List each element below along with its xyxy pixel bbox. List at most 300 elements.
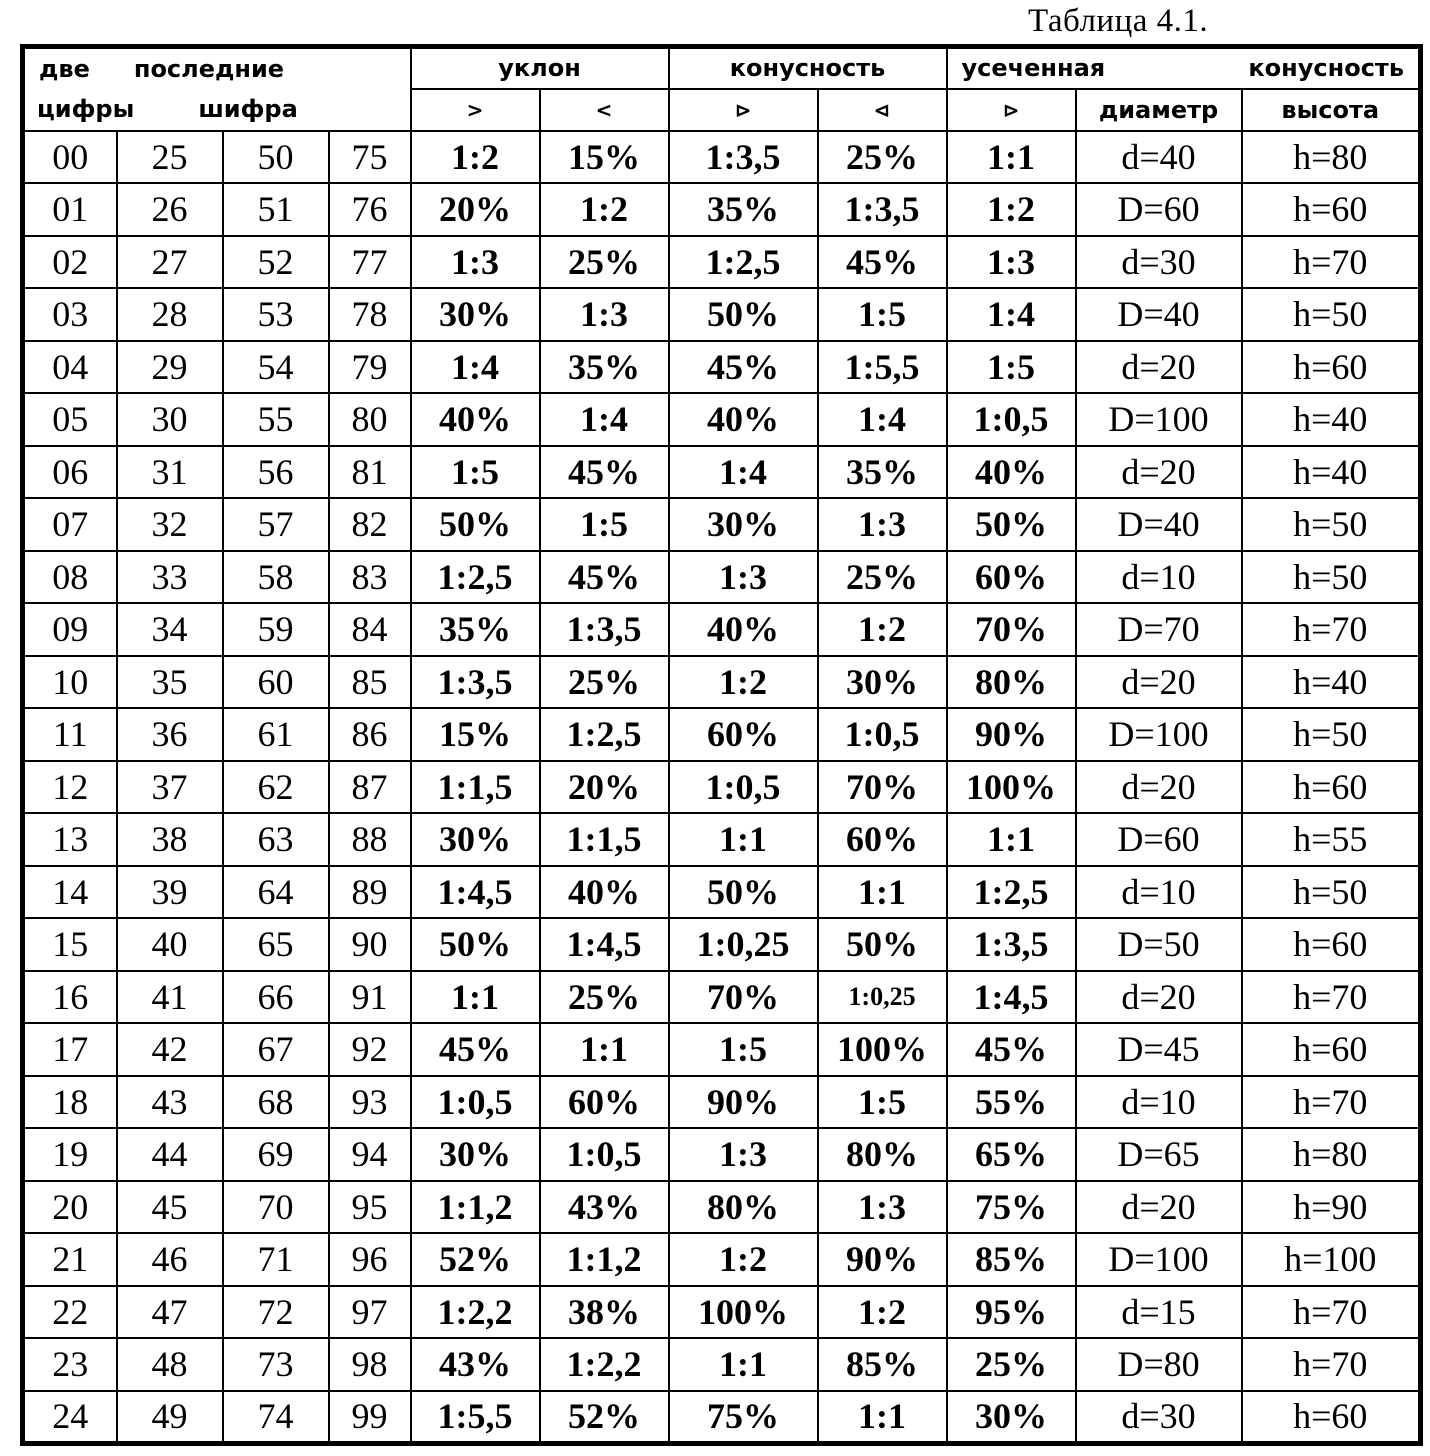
code-cell: 26 bbox=[117, 183, 223, 236]
truncated-cell: 90% bbox=[947, 708, 1076, 761]
code-word-2: последние bbox=[133, 54, 285, 83]
code-cell: 00 bbox=[23, 131, 117, 184]
height-cell: h=40 bbox=[1242, 393, 1421, 446]
slope-lt-cell: 1:4 bbox=[540, 393, 669, 446]
truncated-cell: 1:0,5 bbox=[947, 393, 1076, 446]
slope-gt-cell: 1:5,5 bbox=[411, 1391, 540, 1444]
slope-gt-cell: 40% bbox=[411, 393, 540, 446]
height-cell: h=60 bbox=[1242, 341, 1421, 394]
taper-left-cell: 90% bbox=[818, 1233, 947, 1286]
taper-right-cell: 100% bbox=[669, 1286, 818, 1339]
taper-right-cell: 90% bbox=[669, 1076, 818, 1129]
code-cell: 34 bbox=[117, 603, 223, 656]
diameter-cell: d=10 bbox=[1076, 866, 1242, 919]
truncated-cell: 30% bbox=[947, 1391, 1076, 1444]
taper-right-cell: 40% bbox=[669, 393, 818, 446]
code-subheader bbox=[23, 89, 411, 131]
truncated-cell: 50% bbox=[947, 498, 1076, 551]
code-cell: 33 bbox=[117, 551, 223, 604]
taper-left-cell: 1:5 bbox=[818, 288, 947, 341]
code-cell: 42 bbox=[117, 1023, 223, 1076]
table-row bbox=[23, 1181, 1421, 1234]
code-cell: 39 bbox=[117, 866, 223, 919]
code-cell: 89 bbox=[329, 866, 411, 919]
taper-right-cell: 50% bbox=[669, 288, 818, 341]
code-cell: 13 bbox=[23, 813, 117, 866]
table-row bbox=[23, 446, 1421, 499]
code-cell: 04 bbox=[23, 341, 117, 394]
truncated-cell: 75% bbox=[947, 1181, 1076, 1234]
variant-table bbox=[20, 44, 1423, 1446]
code-cell: 81 bbox=[329, 446, 411, 499]
diameter-cell: d=20 bbox=[1076, 971, 1242, 1024]
slope-lt-cell: 25% bbox=[540, 236, 669, 289]
slope-lt-cell: 52% bbox=[540, 1391, 669, 1444]
slope-gt-cell: 1:4 bbox=[411, 341, 540, 394]
slope-lt-symbol: < bbox=[540, 89, 669, 131]
truncated-cell: 25% bbox=[947, 1338, 1076, 1391]
table-row bbox=[23, 866, 1421, 919]
height-cell: h=60 bbox=[1242, 1391, 1421, 1444]
taper-left-cell: 1:1 bbox=[818, 866, 947, 919]
taper-right-cell: 60% bbox=[669, 708, 818, 761]
height-cell: h=60 bbox=[1242, 761, 1421, 814]
code-cell: 66 bbox=[223, 971, 329, 1024]
table-row bbox=[23, 761, 1421, 814]
diameter-cell: D=60 bbox=[1076, 813, 1242, 866]
height-cell: h=60 bbox=[1242, 1023, 1421, 1076]
taper-left-cell: 1:3,5 bbox=[818, 183, 947, 236]
code-cell: 84 bbox=[329, 603, 411, 656]
height-header: высота bbox=[1242, 89, 1421, 131]
height-cell: h=50 bbox=[1242, 866, 1421, 919]
diameter-cell: D=40 bbox=[1076, 498, 1242, 551]
taper-left-cell: 60% bbox=[818, 813, 947, 866]
code-cell: 67 bbox=[223, 1023, 329, 1076]
truncated-cell: 85% bbox=[947, 1233, 1076, 1286]
table-row bbox=[23, 971, 1421, 1024]
taper-right-cell: 75% bbox=[669, 1391, 818, 1444]
slope-gt-cell: 1:1 bbox=[411, 971, 540, 1024]
table-row bbox=[23, 1338, 1421, 1391]
diameter-cell: d=40 bbox=[1076, 131, 1242, 184]
taper-left-cell: 45% bbox=[818, 236, 947, 289]
slope-gt-cell: 50% bbox=[411, 918, 540, 971]
code-cell: 17 bbox=[23, 1023, 117, 1076]
taper-right-cell: 1:5 bbox=[669, 1023, 818, 1076]
diameter-cell: d=10 bbox=[1076, 1076, 1242, 1129]
diameter-cell: D=60 bbox=[1076, 183, 1242, 236]
height-cell: h=50 bbox=[1242, 288, 1421, 341]
slope-gt-cell: 1:3,5 bbox=[411, 656, 540, 709]
taper-right-cell: 40% bbox=[669, 603, 818, 656]
taper-left-cell: 70% bbox=[818, 761, 947, 814]
diameter-cell: D=50 bbox=[1076, 918, 1242, 971]
slope-gt-cell: 30% bbox=[411, 1128, 540, 1181]
truncated-cell: 45% bbox=[947, 1023, 1076, 1076]
code-cell: 65 bbox=[223, 918, 329, 971]
code-cell: 21 bbox=[23, 1233, 117, 1286]
code-cell: 99 bbox=[329, 1391, 411, 1444]
truncated-taper-header bbox=[947, 47, 1421, 89]
truncated-cell: 1:4,5 bbox=[947, 971, 1076, 1024]
code-cell: 14 bbox=[23, 866, 117, 919]
table-row bbox=[23, 183, 1421, 236]
slope-gt-cell: 52% bbox=[411, 1233, 540, 1286]
code-cell: 87 bbox=[329, 761, 411, 814]
height-cell: h=70 bbox=[1242, 236, 1421, 289]
table-row bbox=[23, 708, 1421, 761]
table-row bbox=[23, 1128, 1421, 1181]
code-cell: 36 bbox=[117, 708, 223, 761]
height-cell: h=60 bbox=[1242, 918, 1421, 971]
code-cell: 93 bbox=[329, 1076, 411, 1129]
truncated-cell: 1:2,5 bbox=[947, 866, 1076, 919]
height-cell: h=70 bbox=[1242, 971, 1421, 1024]
code-cell: 47 bbox=[117, 1286, 223, 1339]
table-row bbox=[23, 498, 1421, 551]
taper-header: конусность bbox=[669, 47, 947, 89]
diameter-cell: D=80 bbox=[1076, 1338, 1242, 1391]
code-cell: 15 bbox=[23, 918, 117, 971]
code-cell: 05 bbox=[23, 393, 117, 446]
slope-gt-cell: 1:2,2 bbox=[411, 1286, 540, 1339]
diameter-cell: d=20 bbox=[1076, 341, 1242, 394]
table-row bbox=[23, 1391, 1421, 1444]
slope-gt-cell: 1:1,2 bbox=[411, 1181, 540, 1234]
truncated-word-1: усеченная bbox=[961, 54, 1106, 83]
slope-lt-cell: 1:2,5 bbox=[540, 708, 669, 761]
height-cell: h=70 bbox=[1242, 1076, 1421, 1129]
slope-gt-cell: 35% bbox=[411, 603, 540, 656]
diameter-cell: D=65 bbox=[1076, 1128, 1242, 1181]
code-cell: 63 bbox=[223, 813, 329, 866]
height-cell: h=70 bbox=[1242, 603, 1421, 656]
code-cell: 49 bbox=[117, 1391, 223, 1444]
code-cell: 41 bbox=[117, 971, 223, 1024]
code-cell: 59 bbox=[223, 603, 329, 656]
slope-lt-cell: 15% bbox=[540, 131, 669, 184]
code-cell: 40 bbox=[117, 918, 223, 971]
table-row bbox=[23, 393, 1421, 446]
slope-lt-cell: 1:3 bbox=[540, 288, 669, 341]
slope-gt-cell: 1:2 bbox=[411, 131, 540, 184]
diameter-cell: d=20 bbox=[1076, 446, 1242, 499]
diameter-cell: d=20 bbox=[1076, 1181, 1242, 1234]
code-cell: 68 bbox=[223, 1076, 329, 1129]
table-row bbox=[23, 288, 1421, 341]
taper-right-cell: 1:0,5 bbox=[669, 761, 818, 814]
code-cell: 55 bbox=[223, 393, 329, 446]
taper-right-cell: 50% bbox=[669, 866, 818, 919]
taper-right-cell: 1:3 bbox=[669, 1128, 818, 1181]
truncated-cell: 55% bbox=[947, 1076, 1076, 1129]
taper-left-cell: 80% bbox=[818, 1128, 947, 1181]
code-cell: 60 bbox=[223, 656, 329, 709]
taper-right-cell: 45% bbox=[669, 341, 818, 394]
truncated-cell: 1:2 bbox=[947, 183, 1076, 236]
code-cell: 11 bbox=[23, 708, 117, 761]
taper-right-cell: 1:3,5 bbox=[669, 131, 818, 184]
truncated-cell: 1:4 bbox=[947, 288, 1076, 341]
code-cell: 44 bbox=[117, 1128, 223, 1181]
table-row bbox=[23, 656, 1421, 709]
slope-lt-cell: 25% bbox=[540, 971, 669, 1024]
diameter-cell: D=70 bbox=[1076, 603, 1242, 656]
code-cell: 08 bbox=[23, 551, 117, 604]
truncated-word-2: конусность bbox=[1248, 54, 1405, 83]
slope-gt-cell: 1:1,5 bbox=[411, 761, 540, 814]
code-cell: 56 bbox=[223, 446, 329, 499]
height-cell: h=80 bbox=[1242, 131, 1421, 184]
slope-gt-cell: 50% bbox=[411, 498, 540, 551]
code-word-1: две bbox=[39, 54, 90, 83]
taper-right-cell: 1:2,5 bbox=[669, 236, 818, 289]
code-cell: 58 bbox=[223, 551, 329, 604]
taper-left-cell: 85% bbox=[818, 1338, 947, 1391]
code-cell: 19 bbox=[23, 1128, 117, 1181]
truncated-cell: 80% bbox=[947, 656, 1076, 709]
table-row bbox=[23, 918, 1421, 971]
height-cell: h=90 bbox=[1242, 1181, 1421, 1234]
slope-lt-cell: 1:2,2 bbox=[540, 1338, 669, 1391]
code-cell: 03 bbox=[23, 288, 117, 341]
taper-right-cell: 70% bbox=[669, 971, 818, 1024]
taper-left-cell: 1:2 bbox=[818, 1286, 947, 1339]
taper-right-cell: 1:2 bbox=[669, 1233, 818, 1286]
diameter-cell: D=40 bbox=[1076, 288, 1242, 341]
slope-gt-cell: 1:3 bbox=[411, 236, 540, 289]
slope-gt-symbol: > bbox=[411, 89, 540, 131]
code-cell: 90 bbox=[329, 918, 411, 971]
code-cell: 37 bbox=[117, 761, 223, 814]
diameter-cell: d=15 bbox=[1076, 1286, 1242, 1339]
truncated-cell: 1:3 bbox=[947, 236, 1076, 289]
code-cell: 43 bbox=[117, 1076, 223, 1129]
taper-right-cell: 1:0,25 bbox=[669, 918, 818, 971]
code-word-3: цифры bbox=[37, 95, 135, 124]
code-cell: 48 bbox=[117, 1338, 223, 1391]
code-cell: 78 bbox=[329, 288, 411, 341]
header-row-2 bbox=[23, 89, 1421, 131]
code-cell: 50 bbox=[223, 131, 329, 184]
code-cell: 77 bbox=[329, 236, 411, 289]
taper-left-cell: 25% bbox=[818, 551, 947, 604]
truncated-cell: 70% bbox=[947, 603, 1076, 656]
code-cell: 72 bbox=[223, 1286, 329, 1339]
code-cell: 97 bbox=[329, 1286, 411, 1339]
taper-left-cell: 1:0,25 bbox=[818, 971, 947, 1024]
truncated-cell: 100% bbox=[947, 761, 1076, 814]
slope-lt-cell: 1:1 bbox=[540, 1023, 669, 1076]
table-row bbox=[23, 813, 1421, 866]
code-cell: 32 bbox=[117, 498, 223, 551]
code-cell: 82 bbox=[329, 498, 411, 551]
code-cell: 35 bbox=[117, 656, 223, 709]
code-cell: 24 bbox=[23, 1391, 117, 1444]
slope-lt-cell: 1:1,5 bbox=[540, 813, 669, 866]
slope-gt-cell: 1:0,5 bbox=[411, 1076, 540, 1129]
truncated-cell: 1:1 bbox=[947, 131, 1076, 184]
slope-header: уклон bbox=[411, 47, 669, 89]
code-cell: 98 bbox=[329, 1338, 411, 1391]
slope-gt-cell: 1:5 bbox=[411, 446, 540, 499]
code-cell: 12 bbox=[23, 761, 117, 814]
taper-left-cell: 1:0,5 bbox=[818, 708, 947, 761]
slope-lt-cell: 38% bbox=[540, 1286, 669, 1339]
code-cell: 22 bbox=[23, 1286, 117, 1339]
height-cell: h=70 bbox=[1242, 1286, 1421, 1339]
code-cell: 51 bbox=[223, 183, 329, 236]
code-cell: 46 bbox=[117, 1233, 223, 1286]
table-row bbox=[23, 1233, 1421, 1286]
taper-right-cell: 1:3 bbox=[669, 551, 818, 604]
slope-gt-cell: 15% bbox=[411, 708, 540, 761]
slope-lt-cell: 60% bbox=[540, 1076, 669, 1129]
code-cell: 62 bbox=[223, 761, 329, 814]
code-cell: 88 bbox=[329, 813, 411, 866]
table-row bbox=[23, 603, 1421, 656]
code-cell: 96 bbox=[329, 1233, 411, 1286]
height-cell: h=80 bbox=[1242, 1128, 1421, 1181]
slope-lt-cell: 1:1,2 bbox=[540, 1233, 669, 1286]
code-cell: 94 bbox=[329, 1128, 411, 1181]
taper-right-symbol: ⊳ bbox=[669, 89, 818, 131]
taper-left-cell: 1:2 bbox=[818, 603, 947, 656]
taper-left-cell: 1:3 bbox=[818, 498, 947, 551]
diameter-cell: D=100 bbox=[1076, 708, 1242, 761]
height-cell: h=50 bbox=[1242, 708, 1421, 761]
taper-right-cell: 80% bbox=[669, 1181, 818, 1234]
code-cell: 74 bbox=[223, 1391, 329, 1444]
code-header bbox=[23, 47, 411, 89]
taper-left-cell: 1:5,5 bbox=[818, 341, 947, 394]
code-cell: 53 bbox=[223, 288, 329, 341]
slope-lt-cell: 1:3,5 bbox=[540, 603, 669, 656]
taper-left-cell: 1:1 bbox=[818, 1391, 947, 1444]
height-cell: h=55 bbox=[1242, 813, 1421, 866]
code-cell: 29 bbox=[117, 341, 223, 394]
height-cell: h=100 bbox=[1242, 1233, 1421, 1286]
slope-lt-cell: 20% bbox=[540, 761, 669, 814]
code-cell: 57 bbox=[223, 498, 329, 551]
slope-gt-cell: 20% bbox=[411, 183, 540, 236]
code-cell: 95 bbox=[329, 1181, 411, 1234]
height-cell: h=40 bbox=[1242, 446, 1421, 499]
header-row-1 bbox=[23, 47, 1421, 89]
diameter-cell: d=30 bbox=[1076, 236, 1242, 289]
taper-left-symbol: ⊲ bbox=[818, 89, 947, 131]
code-cell: 10 bbox=[23, 656, 117, 709]
taper-left-cell: 30% bbox=[818, 656, 947, 709]
taper-left-cell: 1:4 bbox=[818, 393, 947, 446]
slope-gt-cell: 1:4,5 bbox=[411, 866, 540, 919]
code-cell: 71 bbox=[223, 1233, 329, 1286]
height-cell: h=40 bbox=[1242, 656, 1421, 709]
code-cell: 73 bbox=[223, 1338, 329, 1391]
table-row bbox=[23, 131, 1421, 184]
taper-right-cell: 1:4 bbox=[669, 446, 818, 499]
table-row bbox=[23, 551, 1421, 604]
table-caption: Таблица 4.1. bbox=[1028, 3, 1209, 39]
table-row bbox=[23, 1023, 1421, 1076]
slope-gt-cell: 30% bbox=[411, 813, 540, 866]
slope-gt-cell: 45% bbox=[411, 1023, 540, 1076]
code-cell: 83 bbox=[329, 551, 411, 604]
code-cell: 02 bbox=[23, 236, 117, 289]
code-cell: 80 bbox=[329, 393, 411, 446]
taper-left-cell: 100% bbox=[818, 1023, 947, 1076]
code-cell: 76 bbox=[329, 183, 411, 236]
code-cell: 01 bbox=[23, 183, 117, 236]
code-cell: 85 bbox=[329, 656, 411, 709]
code-cell: 70 bbox=[223, 1181, 329, 1234]
code-cell: 06 bbox=[23, 446, 117, 499]
slope-lt-cell: 35% bbox=[540, 341, 669, 394]
code-cell: 23 bbox=[23, 1338, 117, 1391]
code-cell: 20 bbox=[23, 1181, 117, 1234]
code-cell: 31 bbox=[117, 446, 223, 499]
diameter-cell: D=100 bbox=[1076, 1233, 1242, 1286]
diameter-cell: d=20 bbox=[1076, 761, 1242, 814]
truncated-cell: 1:1 bbox=[947, 813, 1076, 866]
taper-right-cell: 1:1 bbox=[669, 1338, 818, 1391]
table-row bbox=[23, 341, 1421, 394]
code-cell: 92 bbox=[329, 1023, 411, 1076]
code-cell: 25 bbox=[117, 131, 223, 184]
code-cell: 28 bbox=[117, 288, 223, 341]
taper-left-cell: 25% bbox=[818, 131, 947, 184]
code-cell: 61 bbox=[223, 708, 329, 761]
code-cell: 07 bbox=[23, 498, 117, 551]
truncated-cell: 1:3,5 bbox=[947, 918, 1076, 971]
code-cell: 30 bbox=[117, 393, 223, 446]
taper-left-cell: 50% bbox=[818, 918, 947, 971]
table-row bbox=[23, 1286, 1421, 1339]
code-cell: 16 bbox=[23, 971, 117, 1024]
diameter-cell: d=10 bbox=[1076, 551, 1242, 604]
table-row bbox=[23, 1076, 1421, 1129]
code-cell: 27 bbox=[117, 236, 223, 289]
diameter-cell: D=100 bbox=[1076, 393, 1242, 446]
code-cell: 79 bbox=[329, 341, 411, 394]
taper-left-cell: 1:5 bbox=[818, 1076, 947, 1129]
truncated-cell: 95% bbox=[947, 1286, 1076, 1339]
code-cell: 09 bbox=[23, 603, 117, 656]
truncated-cell: 40% bbox=[947, 446, 1076, 499]
slope-lt-cell: 25% bbox=[540, 656, 669, 709]
code-cell: 38 bbox=[117, 813, 223, 866]
taper-right-cell: 35% bbox=[669, 183, 818, 236]
code-word-4: шифра bbox=[198, 95, 298, 124]
taper-left-cell: 1:3 bbox=[818, 1181, 947, 1234]
truncated-cell: 1:5 bbox=[947, 341, 1076, 394]
slope-gt-cell: 1:2,5 bbox=[411, 551, 540, 604]
code-cell: 18 bbox=[23, 1076, 117, 1129]
slope-lt-cell: 43% bbox=[540, 1181, 669, 1234]
slope-gt-cell: 30% bbox=[411, 288, 540, 341]
code-cell: 69 bbox=[223, 1128, 329, 1181]
code-cell: 52 bbox=[223, 236, 329, 289]
height-cell: h=50 bbox=[1242, 551, 1421, 604]
taper-right-cell: 1:1 bbox=[669, 813, 818, 866]
trunc-right-symbol: ⊳ bbox=[947, 89, 1076, 131]
table-row bbox=[23, 236, 1421, 289]
code-cell: 86 bbox=[329, 708, 411, 761]
taper-right-cell: 30% bbox=[669, 498, 818, 551]
slope-gt-cell: 43% bbox=[411, 1338, 540, 1391]
diameter-cell: D=45 bbox=[1076, 1023, 1242, 1076]
